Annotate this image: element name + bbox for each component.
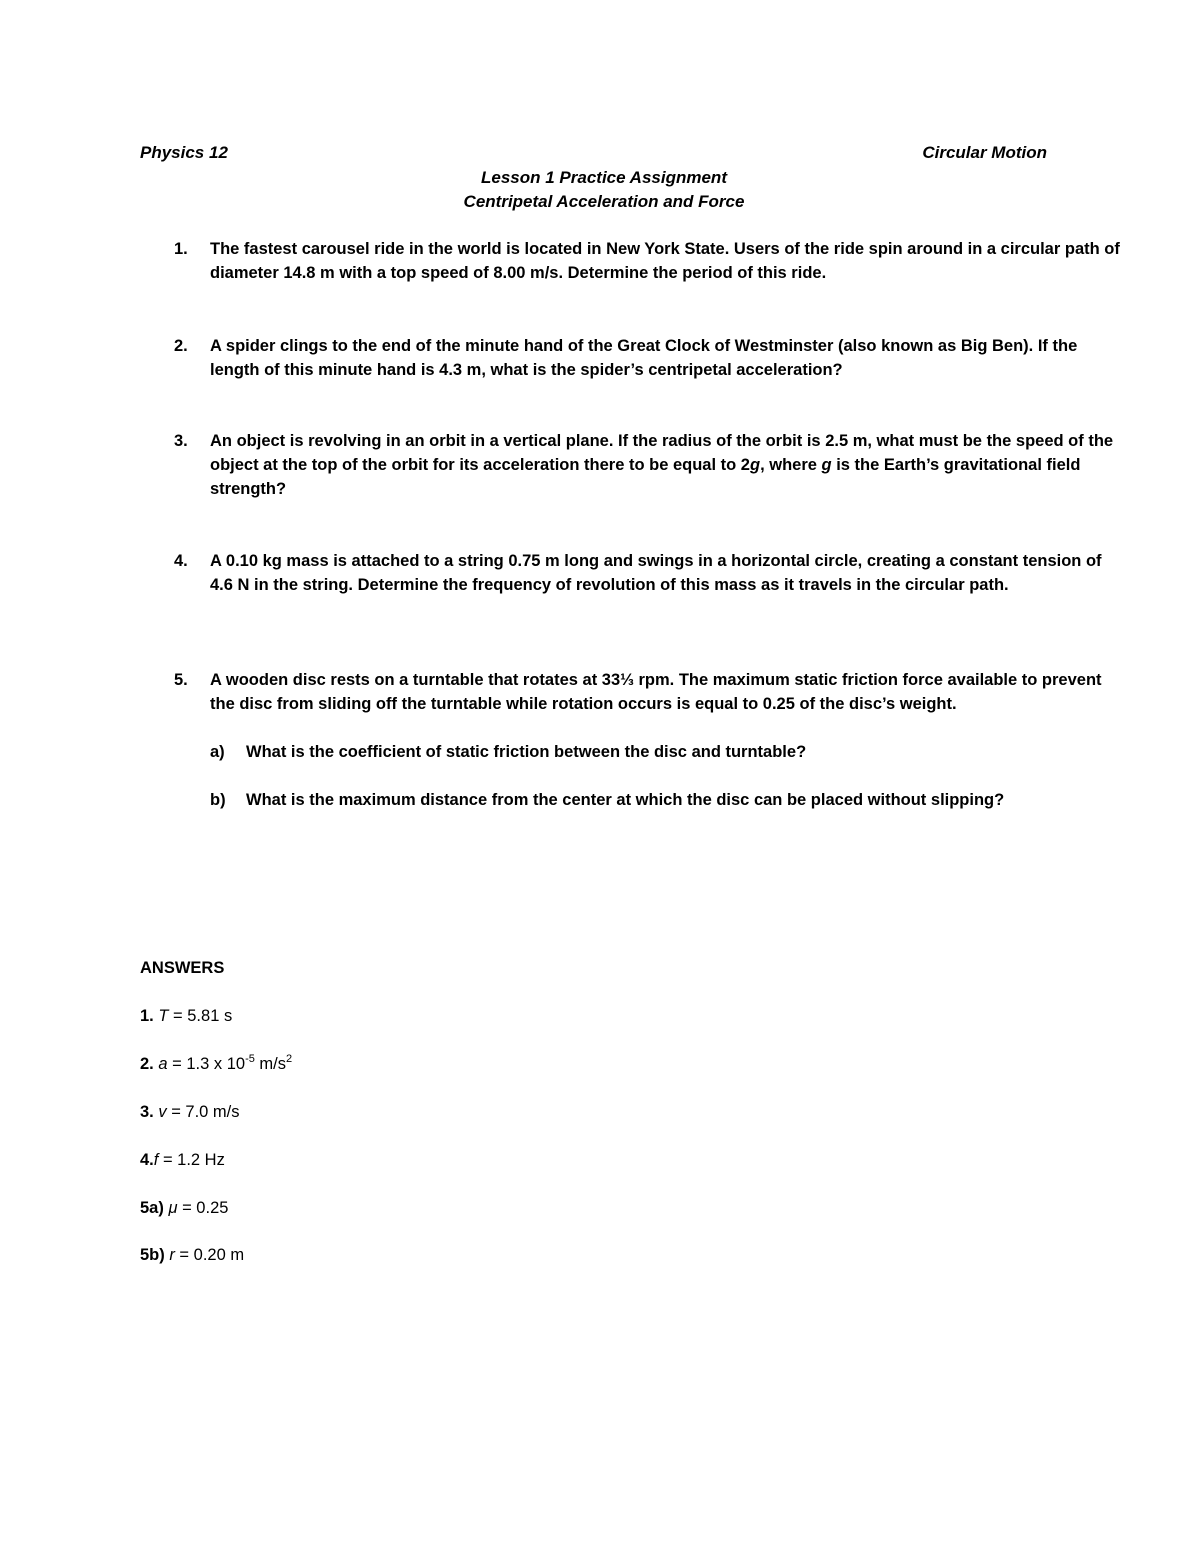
unit-label: Circular Motion [922,143,1047,162]
question-text: A 0.10 kg mass is attached to a string 0.75 m long and swings in a horizontal circle, creating a constant tension of 4.6 N in the string. Determine the frequency of revolution of this mass as it travels in the circular path. [210,552,1102,594]
question-text-part: , where [760,456,822,474]
answer-unit-exponent: 2 [286,1053,293,1065]
question-number: 5. [174,671,188,689]
question-5 [170,668,1120,716]
subpart-label: a) [210,743,225,761]
question-text: The fastest carousel ride in the world is located in New York State. Users of the ride spin around in a circular path of diameter 14.8 m with a top speed of 8.00 m/s. Determine the period of this ride. [210,240,1120,282]
question-4 [170,549,1120,597]
question-number: 2. [174,337,188,355]
question-3 [170,429,1120,501]
answer-variable: r [169,1246,175,1264]
answer-variable: T [158,1007,169,1025]
answer-5a [140,1196,228,1220]
course-label: Physics 12 [140,143,228,162]
subpart-label: b) [210,791,226,809]
question-text-part: An object is revolving in an orbit in a vertical plane. If the radius of the orbit is 2.5 m, what must be the speed of the object at the top of the orbit for its acceleration there to be equal to 2 [210,432,1114,474]
question-text [210,429,1120,501]
answer-key: 3. [140,1103,154,1121]
question-2 [170,334,1120,382]
question-text: A wooden disc rests on a turntable that rotates at 33⅓ rpm. The maximum static friction force available to prevent the disc from sliding off the turntable while rotation occurs is equal to 0.25 of the disc’s weight. [210,671,1102,713]
question-text: A spider clings to the end of the minute hand of the Great Clock of Westminster (also known as Big Ben). If the length of this minute hand is 4.3 m, what is the spider’s centripetal acceleration? [210,337,1078,379]
answer-1 [140,1004,232,1028]
answer-value: = 7.0 m/s [166,1103,240,1121]
answer-key: 2. [140,1055,154,1073]
answer-key: 5b) [140,1246,165,1264]
answer-variable: f [153,1151,159,1169]
answer-variable: a [158,1055,168,1073]
answer-2 [140,1052,292,1076]
variable-g: g [821,456,832,474]
title-block [0,166,1200,214]
answer-3 [140,1100,240,1124]
answer-key: 5a) [140,1199,164,1217]
answer-variable: μ [168,1199,178,1217]
subpart-text: What is the maximum distance from the center at which the disc can be placed without slipping? [246,791,1005,809]
variable-g: g [749,456,761,474]
question-number: 4. [174,552,188,570]
answer-unit: m/s [254,1055,287,1073]
question-number: 1. [174,240,188,258]
answer-value: = 0.20 m [174,1246,245,1264]
question-text-part: is the Earth’s gravitational field strength? [210,456,1081,498]
answer-5b [140,1243,244,1267]
question-number: 3. [174,432,188,450]
lesson-subtitle: Centripetal Acceleration and Force [463,192,745,211]
answer-key: 4. [140,1151,154,1169]
question-5a [210,740,1110,764]
answers-heading: ANSWERS [140,959,225,977]
answer-value: = 0.25 [177,1199,229,1217]
answer-key: 1. [140,1007,154,1025]
answer-value: = 1.2 Hz [158,1151,225,1169]
answer-value: = 5.81 s [168,1007,233,1025]
question-1 [170,237,1120,285]
answer-exponent: -5 [245,1053,255,1065]
question-5b [210,788,1110,812]
answer-variable: v [158,1103,167,1121]
answer-4 [140,1148,225,1172]
subpart-text: What is the coefficient of static friction between the disc and turntable? [246,743,807,761]
lesson-title: Lesson 1 Practice Assignment [481,168,727,187]
answer-value: = 1.3 x 10 [167,1055,246,1073]
